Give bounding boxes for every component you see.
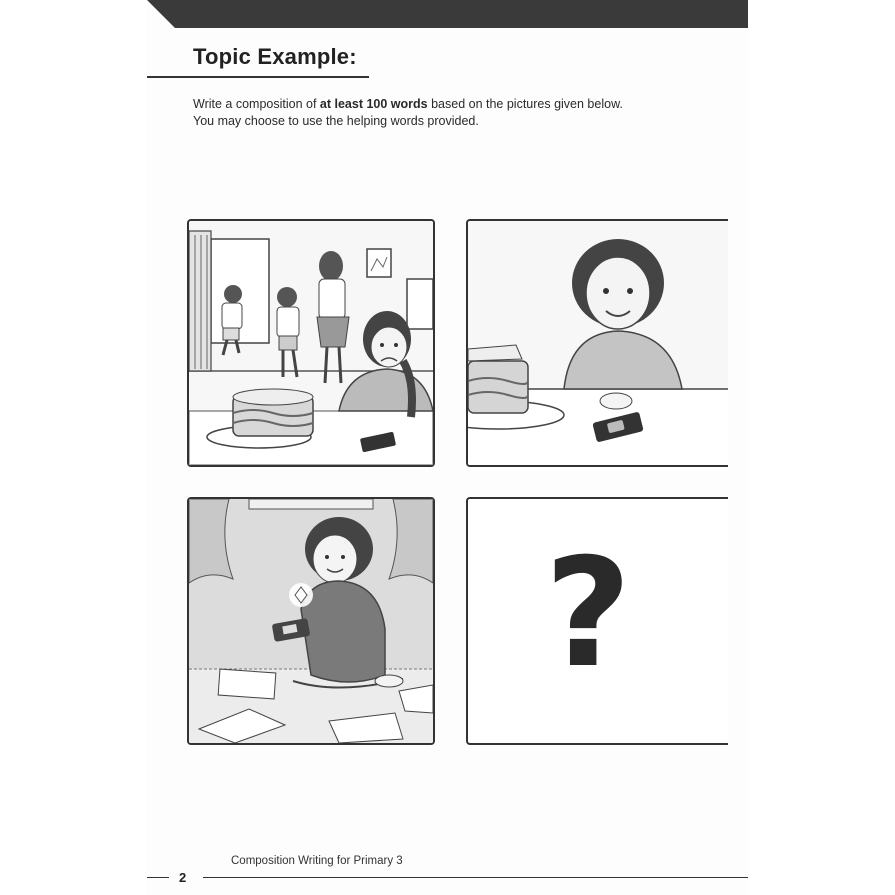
picture-panel-4: [466, 497, 728, 745]
instruction-line-2: You may choose to use the helping words provided.: [193, 114, 479, 128]
footer-dash: [147, 877, 169, 878]
picture-panel-2: [466, 219, 728, 467]
page-title: Topic Example:: [193, 44, 357, 69]
workbook-page: [147, 0, 748, 895]
instruction-text: based on the pictures given below.: [427, 97, 623, 111]
picture-panel-3: [187, 497, 435, 745]
title-underline: [147, 76, 369, 78]
footer-rule: [203, 877, 748, 878]
instruction-line-1: [193, 96, 748, 113]
illustration-family-leaving: [189, 221, 433, 465]
header-bar: [147, 0, 748, 28]
instruction-emphasis: at least 100 words: [319, 97, 428, 111]
illustration-girl-reaching-phone: [468, 221, 728, 465]
page-number: 2: [179, 870, 187, 885]
book-title: Composition Writing for Primary 3: [231, 855, 403, 867]
instruction-text: Write a composition of: [193, 97, 320, 111]
instructions: [193, 96, 748, 130]
question-mark: ?: [544, 527, 632, 701]
picture-panel-1: [187, 219, 435, 467]
illustration-girl-playing-phone: [189, 499, 433, 743]
